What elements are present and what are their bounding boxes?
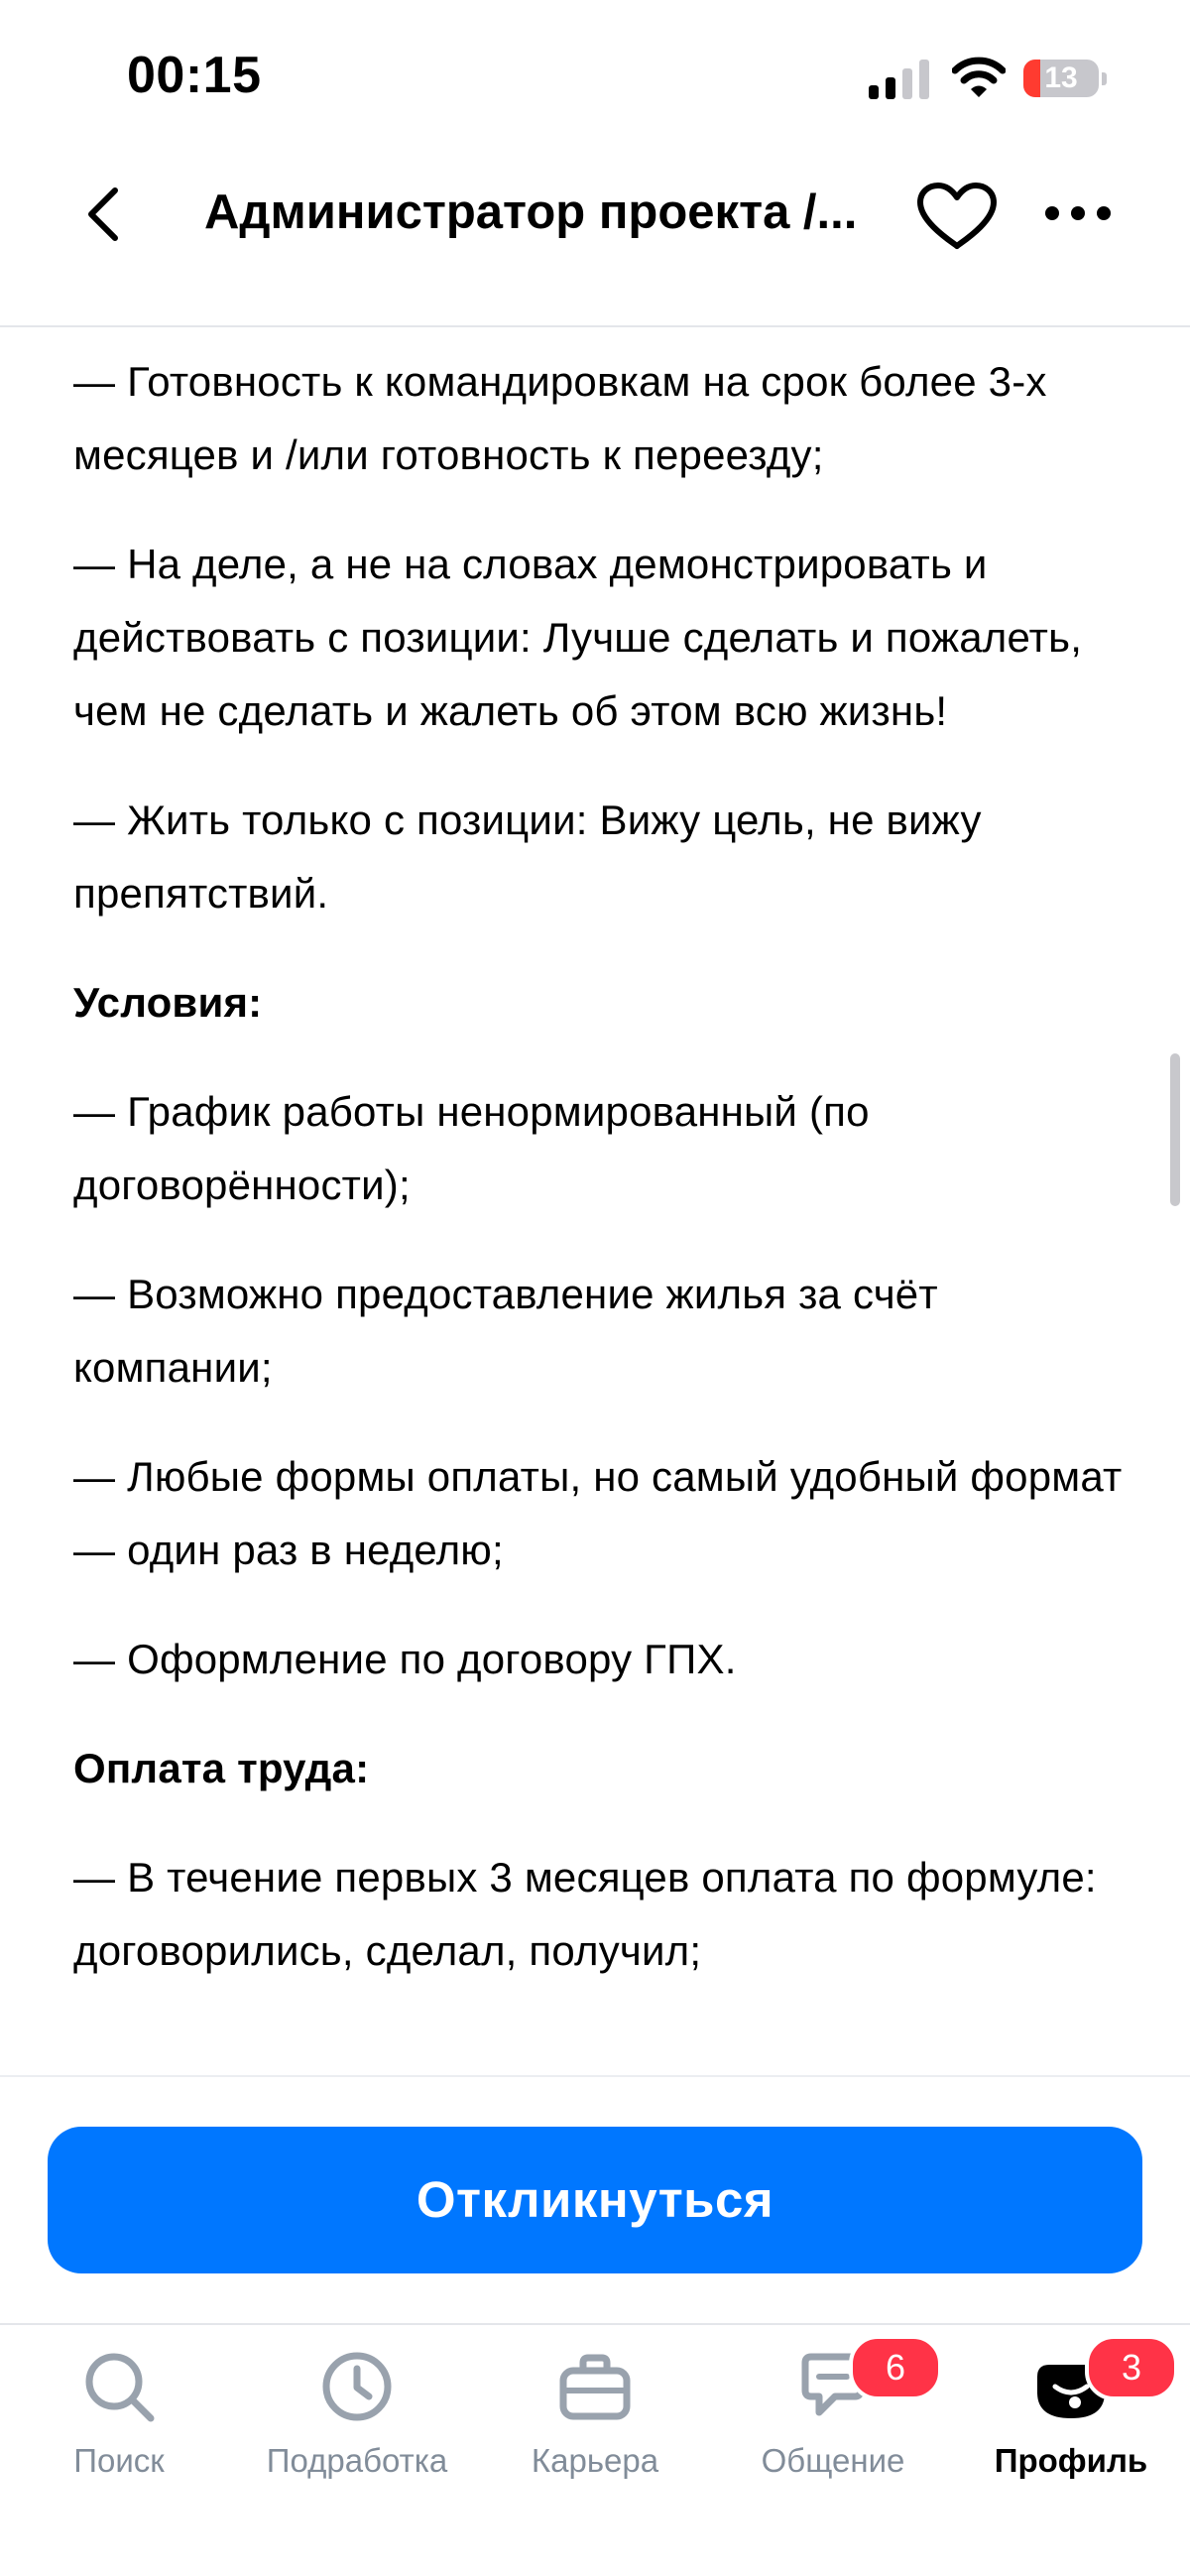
search-icon — [79, 2347, 159, 2426]
tab-profile[interactable] — [952, 2325, 1190, 2576]
tab-bar — [0, 2323, 1190, 2576]
clock-icon — [317, 2347, 397, 2426]
condition-item: — Оформление по договору ГПХ. — [73, 1636, 737, 1682]
payment-item: — В течение первых 3 месяцев оплата по формуле: договорились, сделал, получил; — [73, 1854, 1097, 1974]
cellular-signal-icon — [869, 60, 932, 99]
scrollbar[interactable] — [1170, 1053, 1180, 1206]
tab-label: Поиск — [73, 2442, 165, 2479]
tab-search[interactable] — [0, 2325, 238, 2576]
section-heading-conditions: Условия: — [73, 979, 263, 1026]
back-chevron-icon[interactable] — [77, 184, 133, 244]
requirement-item: — На деле, а не на словах демонстрировать и действовать с позиции: Лучше сделать и пожалеть, чем не сделать и жалеть об этом всю жизнь! — [73, 541, 1083, 734]
tab-label: Профиль — [994, 2442, 1148, 2479]
wifi-icon — [952, 56, 1006, 99]
tab-side-jobs[interactable] — [238, 2325, 476, 2576]
tab-career[interactable] — [476, 2325, 714, 2576]
briefcase-icon — [555, 2347, 635, 2426]
tab-label: Подработка — [266, 2442, 448, 2479]
requirement-item: — Готовность к командировкам на срок более 3-х месяцев и /или готовность к переезду; — [73, 358, 1047, 478]
tab-label: Карьера — [531, 2442, 659, 2479]
notification-badge: 3 — [1085, 2335, 1178, 2400]
status-time: 00:15 — [127, 47, 262, 104]
condition-item: — Любые формы оплаты, но самый удобный формат — один раз в неделю; — [73, 1453, 1123, 1573]
action-area — [0, 2075, 1190, 2323]
battery-icon — [1023, 56, 1107, 99]
requirement-item: — Жить только с позиции: Вижу цель, не вижу препятствий. — [73, 797, 982, 917]
battery-level: 13 — [1044, 61, 1078, 94]
tab-label: Общение — [761, 2442, 905, 2479]
apply-button[interactable]: Откликнуться — [48, 2127, 1142, 2273]
section-heading-payment: Оплата труда: — [73, 1745, 370, 1791]
condition-item: — Возможно предоставление жилья за счёт компании; — [73, 1271, 938, 1391]
tab-messages[interactable] — [714, 2325, 952, 2576]
page-title: Администратор проекта /... — [204, 185, 858, 239]
heart-icon[interactable] — [914, 181, 1000, 252]
vacancy-description[interactable] — [0, 329, 1190, 2075]
condition-item: — График работы ненормированный (по договорённости); — [73, 1088, 870, 1208]
unread-badge: 6 — [849, 2335, 942, 2400]
status-bar — [0, 0, 1190, 149]
more-dots-icon[interactable] — [1043, 198, 1113, 228]
nav-bar — [0, 149, 1190, 327]
